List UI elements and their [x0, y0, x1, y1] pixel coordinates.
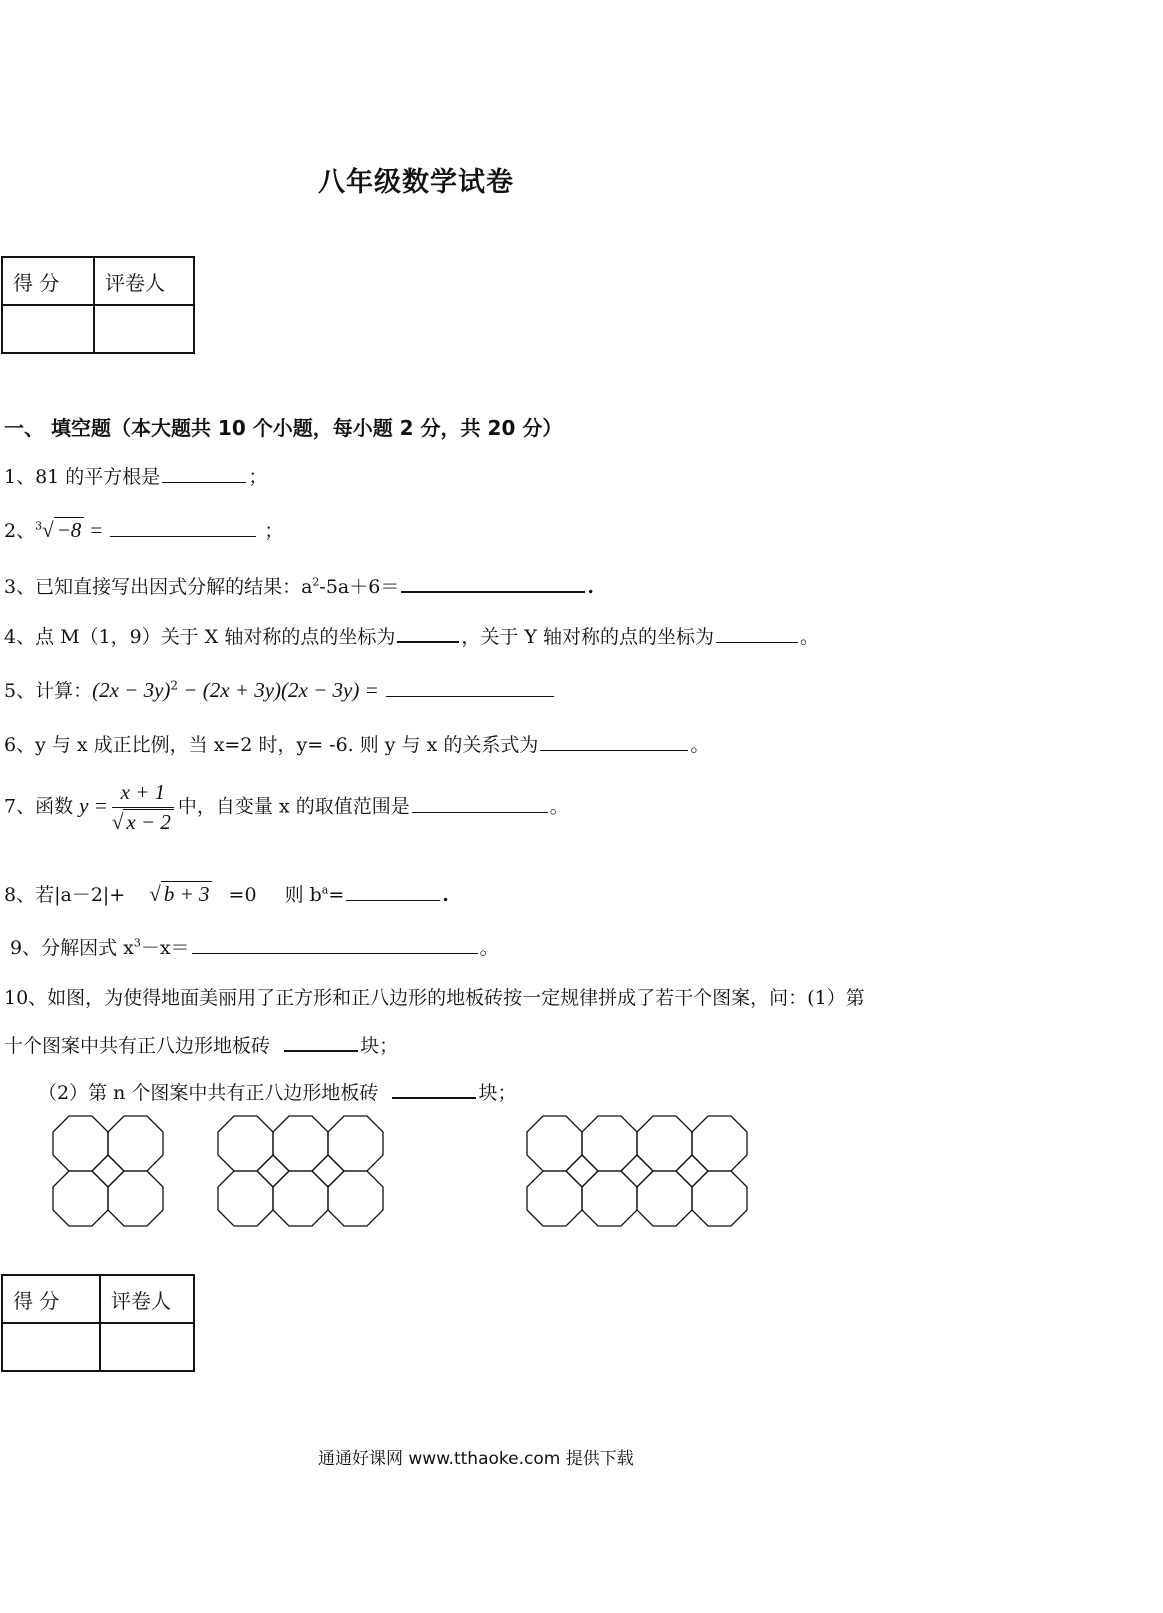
q2-number: 2、	[4, 520, 36, 542]
q3-suffix: .	[587, 576, 594, 598]
score-header-2: 得 分	[2, 1275, 100, 1323]
q10-part1-suffix: 块；	[360, 1035, 399, 1057]
q5-answer-blank[interactable]	[386, 678, 554, 697]
q2-equals: =	[90, 518, 103, 542]
square-tile	[566, 1155, 598, 1187]
q1-suffix: ；	[248, 466, 268, 488]
tile-pattern-1	[52, 1115, 167, 1228]
tile-pattern-3	[526, 1115, 751, 1228]
question-5	[4, 676, 556, 703]
square-tile	[676, 1155, 708, 1187]
q8-then: 则 b	[284, 884, 322, 906]
q1-answer-blank[interactable]	[162, 464, 246, 483]
q2-root-index: 3	[35, 519, 43, 533]
q8-eqs: =	[328, 884, 345, 906]
question-6	[4, 730, 709, 757]
q8-radicand: b + 3	[161, 881, 213, 906]
q2-answer-blank[interactable]	[110, 518, 256, 537]
q8-sup: a	[321, 883, 329, 897]
q5-expr-b: − (2x + 3y)(2x − 3y) =	[178, 678, 384, 702]
q10-part1-text: 十个图案中共有正八边形地板砖	[4, 1035, 271, 1057]
q5-expr-a: (2x − 3y)	[92, 678, 171, 702]
q10-part2-blank[interactable]	[392, 1079, 476, 1099]
question-1	[4, 462, 267, 489]
square-tile	[92, 1155, 124, 1187]
q8-equals: =0	[228, 884, 257, 906]
q8-text: 8、若|a－2|+	[4, 884, 126, 906]
q4-suffix: 。	[800, 626, 820, 648]
q4-text: 4、点 M（1，9）关于 X 轴对称的点的坐标为	[4, 626, 396, 648]
q2-radicand: −8	[54, 517, 85, 542]
score-table-1	[1, 256, 195, 354]
grader-header: 评卷人	[94, 257, 194, 305]
q7-text: 7、函数	[4, 795, 74, 818]
q3-rest: -5a＋6＝	[319, 576, 400, 598]
score-table-2	[1, 1274, 195, 1372]
q9-rest: －x＝	[140, 937, 190, 959]
q6-suffix: 。	[690, 734, 710, 756]
q8-radical: √ b + 3	[149, 882, 212, 906]
score-header: 得 分	[2, 257, 94, 305]
q9-text: 9、分解因式 x	[10, 937, 134, 959]
q3-text: 3、已知直接写出因式分解的结果：a	[4, 576, 313, 598]
q1-text: 1、81 的平方根是	[4, 466, 161, 488]
q9-sup: 3	[133, 936, 141, 950]
score-cell-2[interactable]	[2, 1323, 100, 1371]
q7-middle: 中，自变量 x 的取值范围是	[177, 795, 410, 818]
section-1-heading: 一、 填空题（本大题共 10 个小题，每小题 2 分，共 20 分）	[4, 416, 563, 440]
q7-numerator: x + 1	[112, 780, 174, 808]
q6-text: 6、y 与 x 成正比例，当 x=2 时，y= -6. 则 y 与 x 的关系式为	[4, 734, 539, 756]
q9-answer-blank[interactable]	[192, 935, 478, 954]
square-tile	[257, 1155, 289, 1187]
q7-denominator: x − 2	[123, 809, 174, 834]
tile-pattern-2	[217, 1115, 387, 1228]
question-10-line-1: 10、如图，为使得地面美丽用了正方形和正八边形的地板砖按一定规律拼成了若干个图案，问：(1）第	[4, 987, 865, 1009]
q2-radical: √ −8	[42, 517, 84, 542]
page-title: 八年级数学试卷	[318, 167, 514, 198]
question-10-line-2	[4, 1031, 398, 1058]
q7-denominator-wrap: √ x − 2	[112, 808, 174, 835]
q7-suffix: 。	[549, 795, 569, 818]
question-7	[4, 780, 569, 835]
q7-lhs: y =	[79, 793, 108, 818]
q8-answer-blank[interactable]	[346, 882, 440, 901]
footer-text: 通通好课网 www.tthaoke.com 提供下载	[318, 1449, 634, 1469]
grader-cell-2[interactable]	[100, 1323, 194, 1371]
question-2	[4, 516, 283, 543]
q5-sup: 2	[170, 678, 179, 693]
square-tile	[621, 1155, 653, 1187]
q4-middle: ，关于 Y 轴对称的点的坐标为	[461, 626, 714, 648]
q5-text: 5、计算：	[4, 680, 93, 702]
q4-answer-blank-y[interactable]	[716, 624, 798, 643]
question-9	[10, 933, 499, 960]
q8-suffix: .	[442, 884, 449, 906]
q10-part2-text: （2）第 n 个图案中共有正八边形地板砖	[38, 1082, 379, 1104]
score-cell[interactable]	[2, 305, 94, 353]
question-10-line-3	[38, 1078, 516, 1105]
grader-header-2: 评卷人	[100, 1275, 194, 1323]
q3-answer-blank[interactable]	[401, 573, 585, 593]
q10-part2-suffix: 块；	[478, 1082, 517, 1104]
q7-answer-blank[interactable]	[412, 794, 548, 813]
q4-answer-blank-x[interactable]	[397, 623, 459, 643]
grader-cell[interactable]	[94, 305, 194, 353]
question-8	[4, 880, 449, 907]
q9-suffix: 。	[479, 937, 499, 959]
q7-fraction	[112, 780, 174, 835]
q2-suffix: ；	[264, 520, 284, 542]
question-3	[4, 572, 594, 599]
square-tile	[312, 1155, 344, 1187]
question-4	[4, 622, 819, 649]
q10-part1-blank[interactable]	[284, 1032, 358, 1052]
q6-answer-blank[interactable]	[540, 732, 688, 751]
q3-sup: 2	[312, 575, 320, 589]
